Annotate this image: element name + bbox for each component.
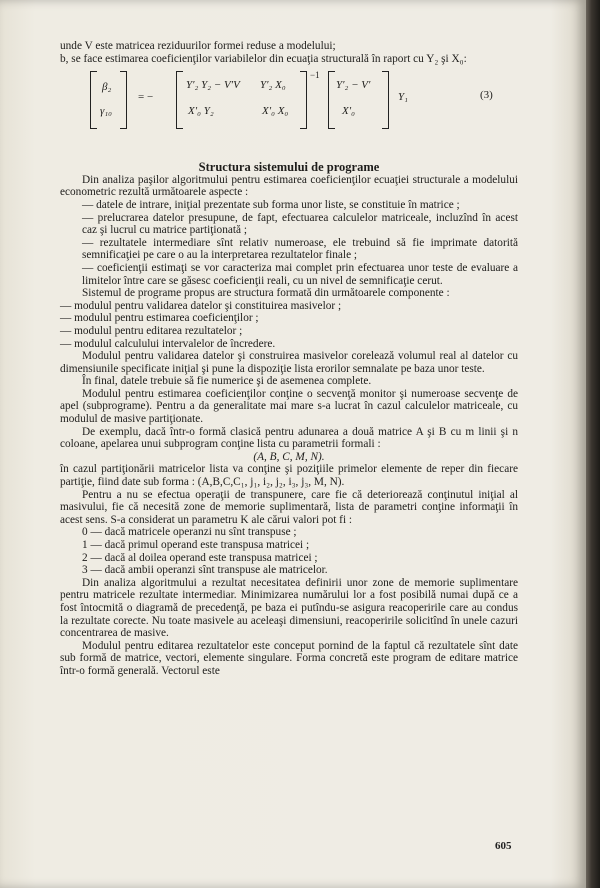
eq-r-top: Y′₂ − V′	[336, 79, 371, 92]
paragraph-2: Sistemul de programe propus are structura formată din următoarele componente :	[82, 287, 450, 300]
formula-params: (A, B, C, M, N).	[253, 450, 325, 463]
right-bracket-close	[382, 71, 389, 129]
k-value-item: 1 — dacă primul operand este transpusa matricei ;	[82, 539, 310, 551]
matrix-equation	[60, 71, 518, 135]
list-item: — rezultatele intermediare sînt relativ numeroase, ele trebuind să fie imprimate datorită semnificaţiei pe care o au la interpretarea rezultatelor finale ;	[82, 236, 518, 262]
paragraph-7: în cazul partiţionării matricelor lista va conţine şi poziţiile primelor elemente de reper din fiecare partiţie, fiind date sub forma : (A,B,C,C₁, j₁, i₂, j₂, i₃, j₃, M, N).	[60, 463, 518, 489]
middle-bracket	[176, 71, 183, 129]
right-bracket	[328, 71, 335, 129]
eq-m11: Y′₂ Y₂ − V′V	[186, 79, 240, 92]
paragraph-4: În final, datele trebuie să fie numerice şi de asemenea complete.	[82, 375, 372, 388]
eq-m21: X′₀ Y₂	[188, 105, 214, 118]
intro-line-1: unde V este matricea reziduurilor formei reduse a modelului;	[60, 40, 336, 52]
k-value-item: 0 — dacă matricele operanzi nu sînt transpuse ;	[82, 526, 297, 539]
eq-tail: Y₁	[398, 91, 408, 104]
eq-m22: X′₀ X₀	[262, 105, 289, 118]
eq-r-bottom: X′₀	[342, 105, 355, 118]
list-item: — modulul pentru estimarea coeficienţilor ;	[60, 312, 259, 325]
section-title: Structura sistemului de programe	[198, 160, 380, 175]
eq-inverse: −1	[310, 70, 320, 81]
middle-bracket-close	[300, 71, 307, 129]
k-value-item: 3 — dacă ambii operanzi sînt transpuse ale matricelor.	[82, 564, 328, 577]
list-item: — prelucrarea datelor presupune, de fapt, efectuarea calculelor matriceale, incluzînd în acest caz şi lucrul cu matrice partiţionată ;	[82, 211, 518, 237]
paragraph-3: Modulul pentru validarea datelor şi construirea masivelor corelează volumul real al datelor cu dimensiunile specificate iniţial şi pune la dispoziţie lista erorilor semnalate pe baza unor teste.	[60, 350, 518, 375]
eq-gamma: γ₁₀	[100, 105, 112, 118]
page-number: 605	[495, 840, 512, 852]
left-bracket	[90, 71, 97, 129]
left-bracket-close	[120, 71, 127, 129]
list-item: — modulul pentru editarea rezultatelor ;	[60, 324, 243, 337]
list-item: — coeficienţii estimaţi se vor caracteriza mai complet prin efectuarea unor teste de evaluare a limitelor între care se găsesc coeficienţii reali, cu un nivel de semnificaţie cerut.	[82, 261, 518, 287]
list-item: — modulul calculului intervalelor de încredere.	[60, 337, 276, 350]
list-item: — modulul pentru validarea datelor şi constituirea masivelor ;	[60, 299, 342, 312]
list-item: — datele de intrare, iniţial prezentate sub forma unor liste, se constituie în matrice ;	[82, 198, 460, 211]
paragraph-8: Pentru a nu se efectua operaţii de transpunere, care fie că deteriorează conţinutul iniţial al masivului, fie că necesită zone de memorie suplimentară, lista de parametri conţine informaţii în acest sens. S-a considerat un parametru K ale cărui valori pot fi :	[60, 488, 518, 526]
equation-number: (3)	[480, 89, 493, 102]
paragraph-6: De exemplu, dacă într-o formă clasică pentru adunarea a două matrice A şi B cu m linii şi n coloane, apelarea unui subprogram conţine lista cu parametrii formali :	[60, 425, 518, 451]
paragraph-5: Modulul pentru estimarea coeficienţilor conţine o secvenţă monitor şi numeroase secvenţe de apel (subprograme). Pentru a da generalitate mai mare s-a lucrat în cazul calculelor matriceale, cu modulul de masive partiţionate.	[60, 387, 518, 426]
page-text	[60, 40, 518, 678]
paragraph-9: Din analiza algoritmului a rezultat necesitatea definirii unor zone de memorie suplimentare pentru matricele rezultate intermediar. Minimizarea numărului lor a fost posibilă numai după ce a fost întocmită o diagramă de precedenţă, pe baza ei putîndu-se asigura reacoperirile care au condus la rezultate corecte. Nu toate masivele au aceleaşi dimensiuni, reacoperirile solicitînd în unele cazuri concentrarea de masive.	[60, 576, 518, 640]
k-value-item: 2 — dacă al doilea operand este transpusa matricei ;	[82, 551, 318, 564]
intro-line-2: b, se face estimarea coeficienţilor variabilelor din ecuaţia structurală în raport cu Y₂ şi X₀:	[60, 52, 467, 65]
eq-equals: = −	[138, 91, 154, 104]
book-binding	[586, 0, 600, 888]
eq-beta: β₂	[102, 81, 112, 94]
paragraph-1: Din analiza paşilor algoritmului pentru estimarea coeficienţilor ecuaţiei structurale a modelului econometric rezultă următoarele aspecte :	[60, 173, 518, 199]
paragraph-10: Modulul pentru editarea rezultatelor este conceput pornind de la faptul că rezultatele sînt date sub formă de matrice, vectori, elemente singulare. Forma concretă este program de editare matrice într-o formă generală. Vectorul este	[60, 639, 518, 677]
eq-m12: Y′₂ X₀	[260, 79, 286, 92]
